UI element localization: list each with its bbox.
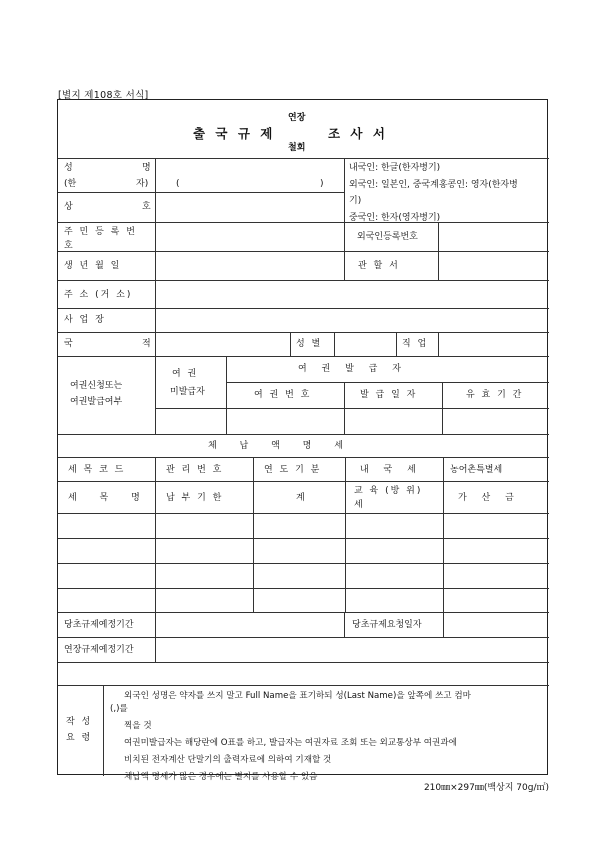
hanja-label-b: 자)	[136, 179, 149, 189]
passport-not-issued-label-b: 미발급자	[170, 387, 205, 397]
date-of-birth-label: 생 년 월 일	[64, 261, 122, 271]
rule	[58, 434, 549, 435]
rule	[58, 588, 549, 589]
trade-label-a: 상	[64, 202, 73, 212]
instructions-text	[110, 688, 546, 786]
rule	[396, 332, 397, 356]
instruction-line: 비치된 전자계산 단말기의 출력자료에 의하여 기재할 것	[124, 755, 332, 765]
passport-validity-label: 유 효 기 간	[466, 390, 524, 400]
rule	[290, 332, 291, 356]
rule	[344, 612, 345, 637]
passport-issued-label: 여권발급여부	[70, 397, 123, 407]
name-note-chinese: 중국인: 한자(영자병기)	[349, 213, 441, 223]
instructions-label-a: 작 성	[66, 717, 93, 727]
col-management-no: 관 리 번 호	[166, 465, 224, 475]
col-rural-special-tax: 농어촌특별세	[450, 465, 503, 475]
rule	[155, 457, 156, 613]
rule	[58, 356, 549, 357]
col-national-tax: 내 국 세	[360, 465, 422, 475]
col-penalty: 가 산 금	[458, 493, 520, 503]
instruction-line: 외국인 성명은 약자를 쓰지 말고 Full Name을 표기하되 성(Last Name)을 앞쪽에 쓰고 컴마	[124, 691, 471, 701]
extension-period-label: 연장규제예정기간	[64, 645, 134, 655]
instruction-line: 찍을 것	[124, 721, 152, 731]
rule	[103, 685, 104, 776]
rrn-label-cont: 호	[64, 241, 73, 251]
title-extension: 연장	[288, 113, 306, 123]
col-education-tax-cont: 세	[354, 500, 363, 510]
occupation-label: 직 업	[402, 339, 429, 349]
rule	[334, 332, 335, 356]
col-year-period: 연 도 기 분	[264, 465, 322, 475]
rule	[253, 457, 254, 613]
rule	[58, 481, 549, 482]
rule	[58, 513, 549, 514]
title-investigation: 조 사 서	[328, 126, 388, 141]
col-tax-code: 세 목 코 드	[68, 465, 126, 475]
paper-size-note: 210㎜×297㎜(백상지 70g/㎡)	[423, 783, 549, 793]
form-title	[58, 100, 547, 158]
jurisdiction-label: 관 할 서	[358, 261, 400, 271]
name-note-foreign-cont: 기)	[349, 196, 362, 206]
col-tax-item: 세 목 명	[68, 493, 150, 503]
rule	[226, 382, 549, 383]
rule	[155, 280, 156, 434]
passport-not-issued-label-a: 여 권	[172, 369, 199, 379]
rule	[344, 382, 345, 434]
rule	[156, 408, 549, 409]
title-withdrawal: 철회	[288, 143, 306, 153]
rule	[58, 612, 549, 613]
rule	[58, 251, 549, 252]
passport-number-label: 여 권 번 호	[254, 390, 312, 400]
name-note-korean: 내국인: 한글(한자병기)	[349, 163, 441, 173]
instruction-line: 체납액 명세가 많은 경우에는 별지를 사용할 수 있음	[124, 772, 318, 782]
rule	[58, 158, 549, 159]
rule	[443, 612, 444, 637]
rule	[442, 382, 443, 434]
rule	[344, 222, 345, 280]
name-label-b: 명	[142, 163, 151, 173]
col-due-date: 납 부 기 한	[166, 493, 224, 503]
arrears-header: 체 납 액 명 세	[208, 441, 353, 451]
rule	[155, 158, 156, 280]
rule	[226, 356, 227, 434]
instruction-line: 여권미발급자는 해당란에 O표를 하고, 발급자는 여권자료 조회 또는 외교통상부 여권과에	[124, 738, 457, 748]
title-departure-restriction: 출 국 규 제	[193, 126, 276, 141]
rule	[58, 457, 549, 458]
rrn-label: 주 민 등 록 번	[64, 227, 137, 237]
hanja-paren-close: )	[320, 179, 324, 189]
gender-label: 성 별	[296, 339, 323, 349]
alien-registration-label: 외국인등록번호	[357, 232, 418, 242]
rule	[58, 192, 344, 193]
rule	[345, 457, 346, 613]
rule	[438, 332, 439, 356]
rule	[58, 685, 549, 686]
hanja-label-a: (한	[64, 179, 77, 189]
instruction-line: (,)를	[110, 704, 128, 714]
address-label: 주 소 (거 소)	[64, 290, 133, 300]
nationality-label-a: 국	[64, 339, 73, 349]
passport-issued-header: 여 권 발 급 자	[298, 364, 407, 374]
rule	[58, 308, 549, 309]
inspection-form	[57, 99, 548, 782]
instructions-label-b: 요 령	[66, 733, 93, 743]
col-education-tax: 교 육 (방 위)	[354, 486, 423, 496]
passport-issue-date-label: 발 급 일 자	[360, 390, 418, 400]
col-total: 계	[296, 493, 305, 503]
rule	[438, 222, 439, 280]
form-number-label: [별지 제108호 서식]	[58, 90, 149, 101]
rule	[58, 222, 549, 223]
passport-applied-label: 여권신청또는	[70, 381, 123, 391]
nationality-label-b: 적	[142, 339, 151, 349]
trade-label-b: 호	[142, 202, 151, 212]
rule	[155, 612, 156, 662]
hanja-paren-open: (	[176, 179, 180, 189]
planned-period-label: 당초규제예정기간	[64, 620, 134, 630]
rule	[58, 332, 549, 333]
name-note-foreign: 외국인: 일본인, 중국계홍콩인: 영자(한자병	[349, 180, 518, 190]
rule	[58, 563, 549, 564]
rule	[58, 280, 549, 281]
rule	[58, 662, 549, 663]
rule	[58, 538, 549, 539]
rule	[58, 637, 549, 638]
request-date-label: 당초규제요청일자	[352, 620, 422, 630]
name-label-a: 성	[64, 163, 73, 173]
rule	[443, 457, 444, 613]
business-label: 사 업 장	[64, 315, 106, 325]
